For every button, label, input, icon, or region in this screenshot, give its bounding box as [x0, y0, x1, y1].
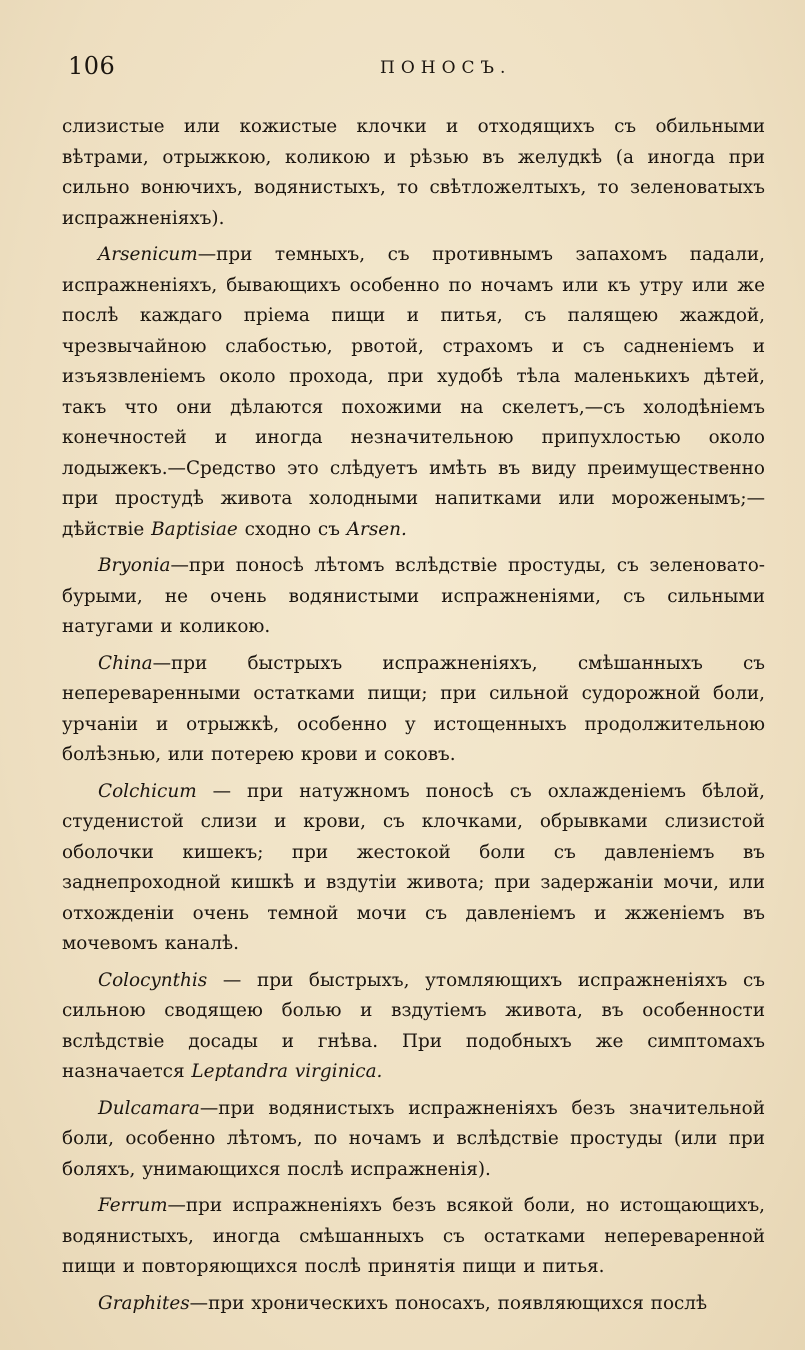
paragraph-text: —при темныхъ, съ противнымъ запахомъ падали, испражненіяхъ, бывающихъ особенно по ночамъ или къ утру или же послѣ каждаго пріема пищи и питья, съ палящею жаждой, чрезвычайною слабостью, рвотой, страхомъ и съ садненіемъ и изъязвленіемъ около прохода, при худобѣ тѣла маленькихъ дѣтей, такъ что они дѣлаются похожими на скелетъ,—съ холодѣніемъ конечностей и иногда незначительною припухлостью около лодыжекъ.—Средство это слѣдуетъ имѣть въ виду преимущественно при простудѣ живота холодными напитками или мороженымъ;—дѣйствіе — [62, 244, 765, 540]
body-text — [62, 112, 765, 1319]
paragraph-text: — при быстрыхъ, утомляющихъ испражненіяхъ съ сильною сводящею болью и вздутіемъ живота, въ особенности вслѣдствіе досады и гнѣва. При подобныхъ же симптомахъ назначается — [62, 969, 765, 1082]
remedy-term: Ferrum — [98, 1195, 168, 1216]
paragraph-continuation — [62, 112, 765, 234]
remedy-term: Graphites — [98, 1292, 190, 1314]
remedy-term: Colchicum — [98, 780, 197, 802]
remedy-term: Baptisiae — [151, 518, 238, 540]
page-number: 106 — [68, 52, 116, 80]
remedy-term: Arsenicum — [98, 244, 198, 265]
paragraph-text: —при быстрыхъ испражненіяхъ, смѣшанныхъ съ непереваренными остатками пищи; при сильной судорожной боли, урчаніи и отрыжкѣ, особенно у истощенныхъ продолжительною болѣзнью, или потерею крови и соковъ. — [62, 652, 765, 765]
paragraph-text: —при испражненіяхъ безъ всякой боли, но истощающихъ, водянистыхъ, иногда смѣшанныхъ съ остатками непереваренной пищи и повторяющихся послѣ принятія пищи и питья. — [62, 1195, 765, 1277]
paragraph-colchicum — [62, 777, 765, 960]
paragraph-text: —при водянистыхъ испражненіяхъ безъ значительной боли, особенно лѣтомъ, по ночамъ и вслѣдствіе простуды (или при боляхъ, унимающихся послѣ испражненія). — [62, 1097, 765, 1180]
remedy-term: Leptandra virginica. — [191, 1061, 383, 1082]
paragraph-colocynthis — [62, 966, 765, 1088]
remedy-term: Bryonia — [98, 555, 171, 576]
paragraph-text: —при поносѣ лѣтомъ вслѣдствіе простуды, съ зеленовато-бурыми, не очень водянистыми испражненіями, съ сильными натугами и коликою. — [62, 555, 765, 637]
running-title: ПОНОСЪ. — [380, 58, 512, 78]
remedy-term: Arsen. — [346, 518, 407, 540]
paragraph-ferrum — [62, 1191, 765, 1283]
paragraph-china — [62, 649, 765, 771]
paragraph-text: — при натужномъ поносѣ съ охлажденіемъ бѣлой, студенистой слизи и крови, съ клочками, обрывками слизистой оболочки кишекъ; при жестокой боли съ давленіемъ въ заднепроходной кишкѣ и вздутіи живота; при задержаніи мочи, или отхожденіи очень темной мочи съ давленіемъ и жженіемъ въ мочевомъ каналѣ. — [62, 780, 765, 954]
paragraph-text: —при хроническихъ поносахъ, появляющихся послѣ — [189, 1292, 708, 1314]
paragraph-graphites — [62, 1289, 765, 1320]
paragraph-text: слизистые или кожистые клочки и отходящихъ съ обильными вѣтрами, отрыжкою, коликою и рѣзью въ желудкѣ (а иногда при сильно вонючихъ, водянистыхъ, то свѣтложелтыхъ, то зеленоватыхъ испражненіяхъ). — [62, 116, 765, 229]
paragraph-bryonia — [62, 551, 765, 643]
paragraph-arsenicum — [62, 240, 765, 545]
page-header — [62, 52, 743, 88]
remedy-term: China — [98, 652, 153, 674]
paragraph-dulcamara — [62, 1094, 765, 1186]
paragraph-text: сходно съ — [237, 518, 347, 540]
remedy-term: Dulcamara — [98, 1097, 200, 1119]
remedy-term: Colocynthis — [98, 969, 208, 991]
